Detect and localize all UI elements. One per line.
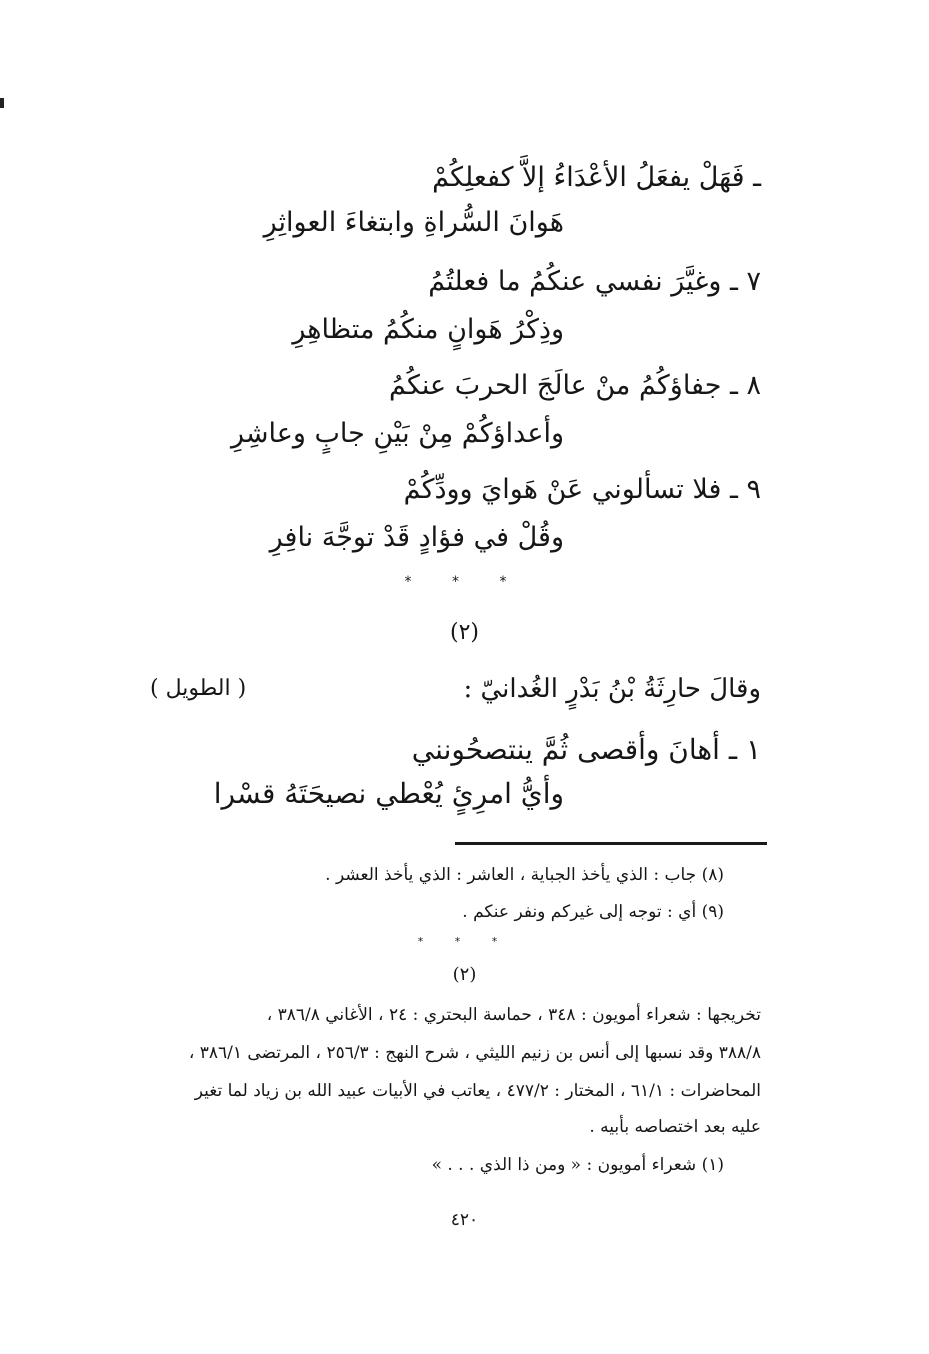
verse-6-second-hemistich: هَوانَ السُّراةِ وابتغاءَ العواثِرِ xyxy=(263,207,564,238)
verse-9-first-hemistich: ٩ ـ فلا تسألوني عَنْ هَوايَ وودِّكُمْ xyxy=(403,474,761,505)
footnote-9: (٩) أي : توجه إلى غيركم ونفر عنكم . xyxy=(462,902,724,922)
takhrij-line-4: عليه بعد اختصاصه بأبيه . xyxy=(589,1117,761,1137)
footnote-1: (١) شعراء أمويون : « ومن ذا الذي . . . » xyxy=(431,1155,724,1175)
footnote-section-number: (٢) xyxy=(452,964,477,985)
takhrij-line-1: تخريجها : شعراء أمويون : ٣٤٨ ، حماسة البحتري : ٢٤ ، الأغاني ٣٨٦/٨ ، xyxy=(266,1005,761,1025)
takhrij-line-3: المحاضرات : ٦١/١ ، المختار : ٤٧٧/٢ ، يعاتب في الأبيات عبيد الله بن زياد لما تغير xyxy=(194,1081,761,1101)
separator-asterisks: * * * xyxy=(404,574,525,590)
footnote-divider xyxy=(455,842,767,845)
verse-1-first-hemistich: ١ ـ أهانَ وأقصى ثُمَّ ينتصحُونني xyxy=(411,733,761,766)
page-number: ٤٢٠ xyxy=(450,1210,479,1230)
margin-mark xyxy=(0,98,4,108)
verse-7-first-hemistich: ٧ ـ وغيَّرَ نفسي عنكُمُ ما فعلتُمُ xyxy=(428,266,761,297)
verse-8-second-hemistich: وأعداؤكُمْ مِنْ بَيْنِ جابٍ وعاشِرِ xyxy=(231,418,564,449)
verse-1-second-hemistich: وأيُّ امرِئٍ يُعْطي نصيحَتَهُ قسْرا xyxy=(213,777,564,810)
verse-8-first-hemistich: ٨ ـ جفاؤكُمُ منْ عالَجَ الحربَ عنكُمُ xyxy=(389,370,761,401)
verse-9-second-hemistich: وقُلْ في فؤادٍ قَدْ توجَّهَ نافِرِ xyxy=(269,522,564,553)
footnote-separator-asterisks: * * * xyxy=(417,935,512,948)
footnote-8: (٨) جاب : الذي يأخذ الجباية ، العاشر : الذي يأخذ العشر . xyxy=(325,865,724,885)
takhrij-line-2: ٣٨٨/٨ وقد نسبها إلى أنس بن زنيم الليثي ، شرح النهج : ٢٥٦/٣ ، المرتضى ٣٨٦/١ ، xyxy=(188,1043,761,1063)
meter-label: ( الطويل ) xyxy=(150,676,247,701)
verse-6-first-hemistich: ـ فَهَلْ يفعَلُ الأعْدَاءُ إلاَّ كفعلِكُمْ xyxy=(432,162,761,193)
section-number: (٢) xyxy=(449,620,479,645)
poem-2-intro: وقالَ حارِثَةُ بْنُ بَدْرٍ الغُدانيّ : xyxy=(463,674,761,704)
verse-7-second-hemistich: وذِكْرُ هَوانٍ منكُمُ متظاهِرِ xyxy=(292,314,564,345)
